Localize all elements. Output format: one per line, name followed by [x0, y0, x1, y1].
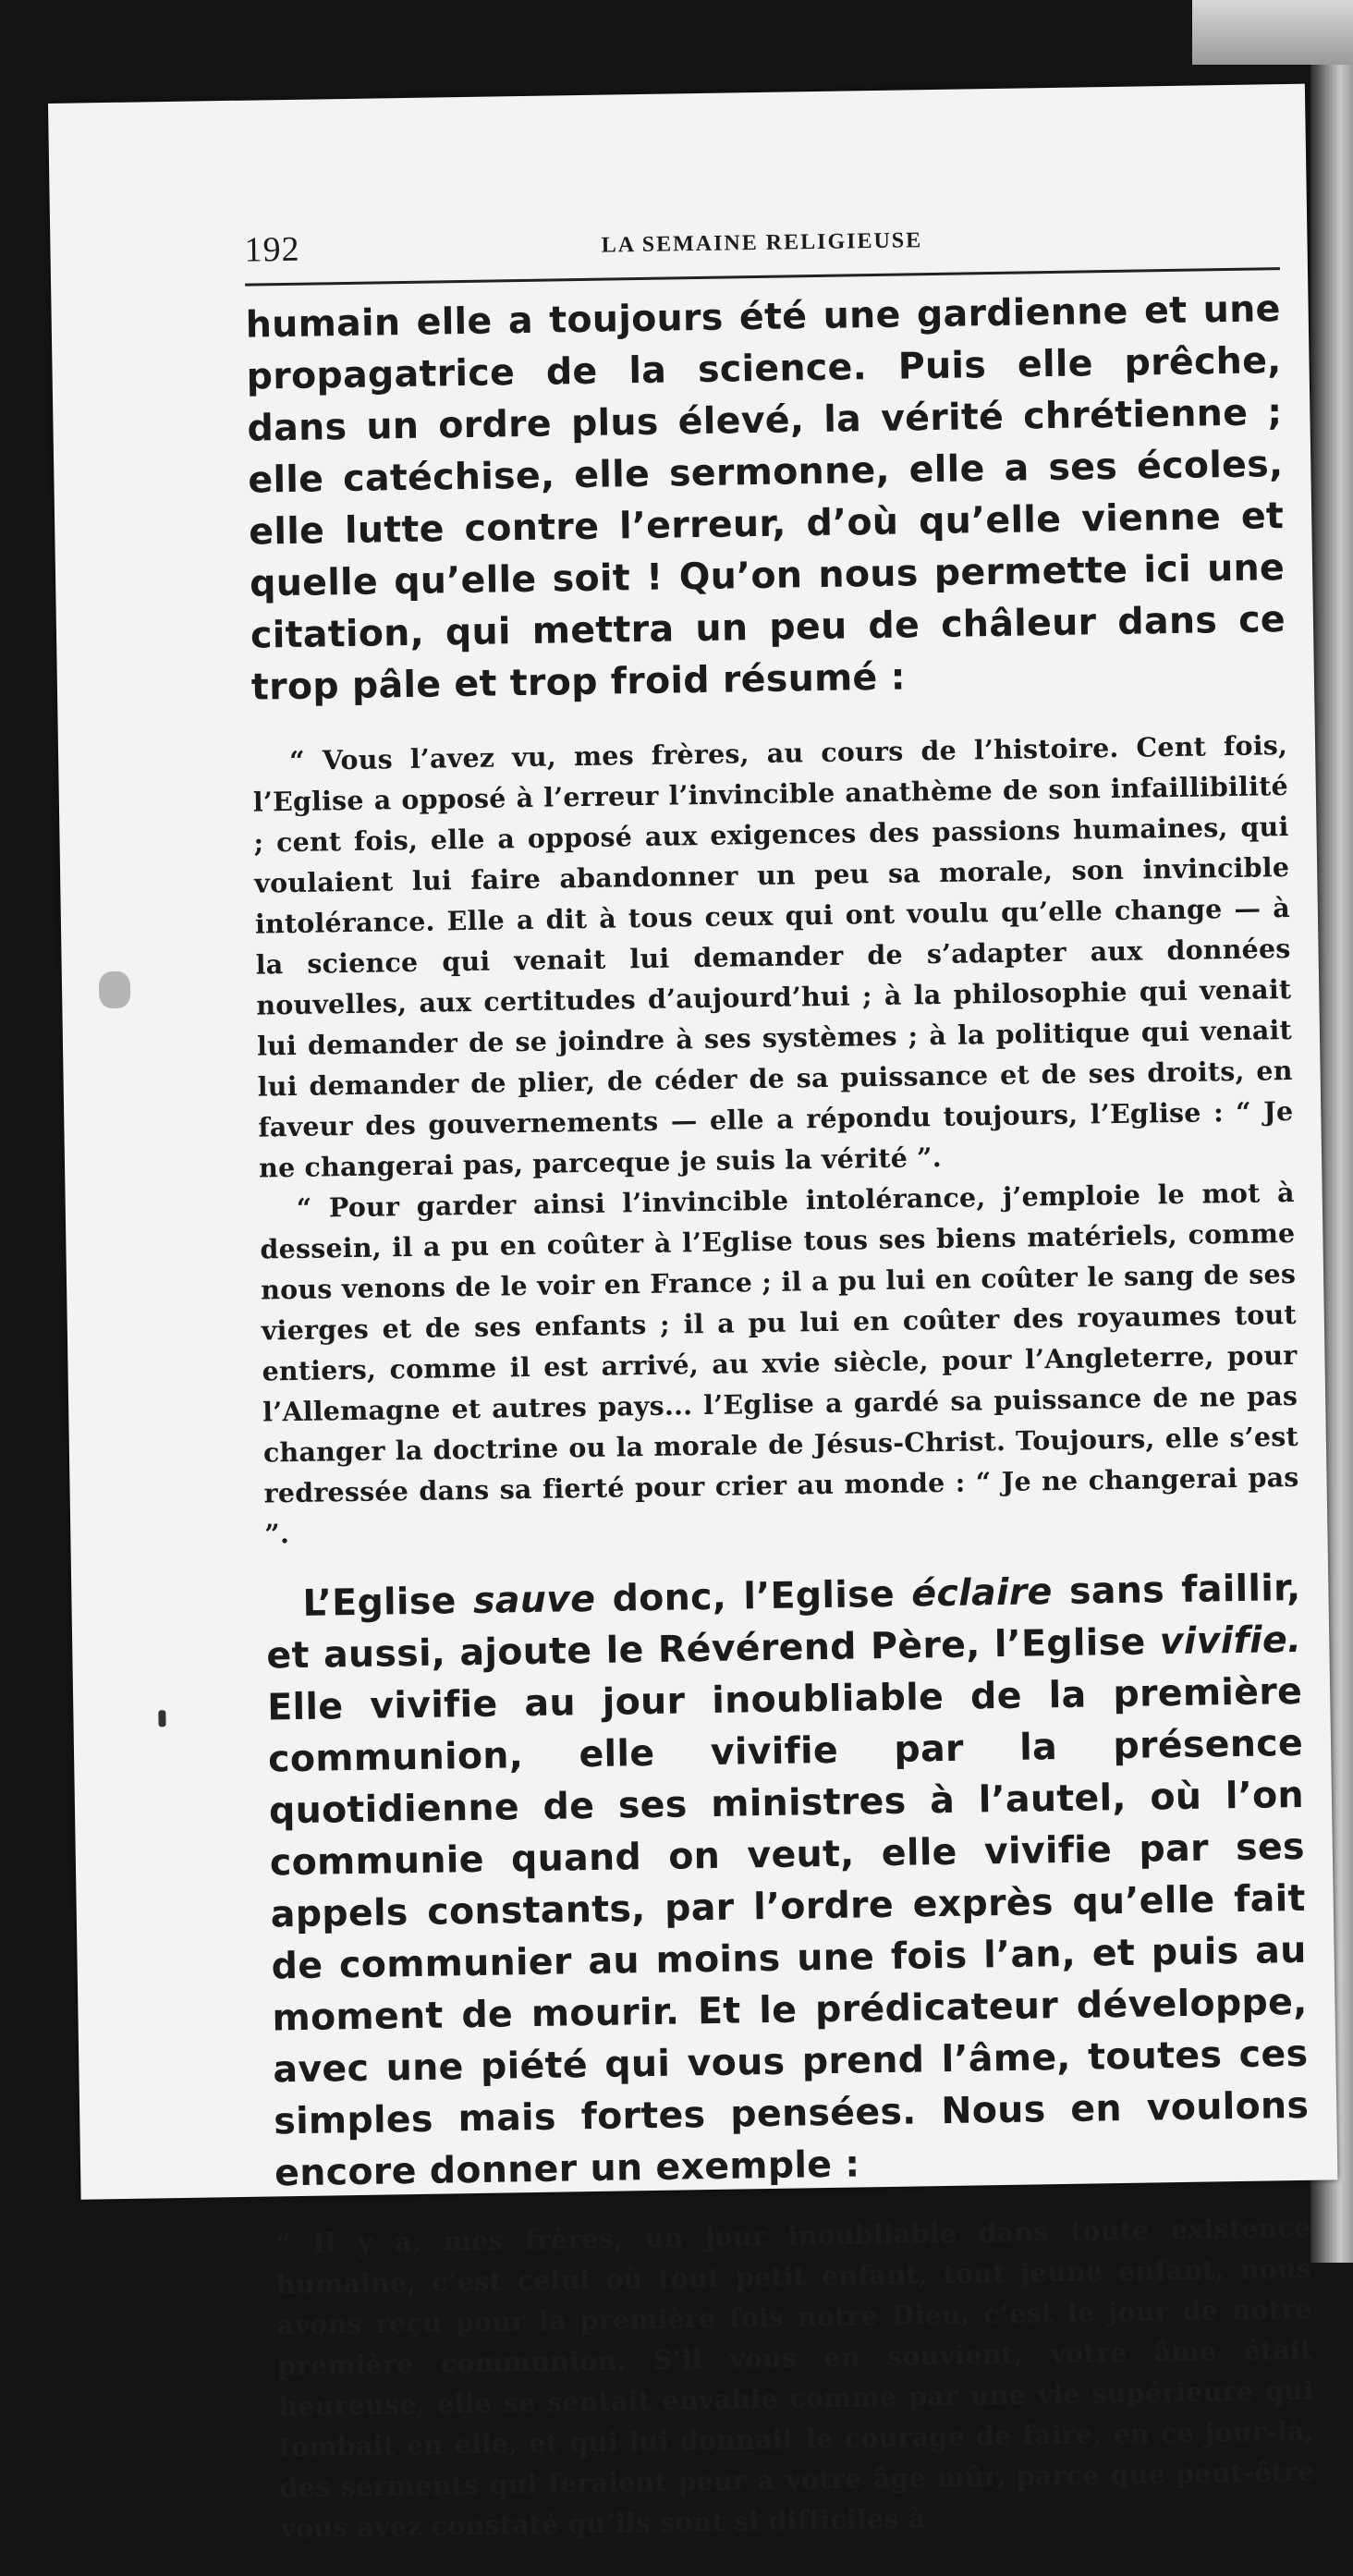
ink-mark: [158, 1710, 165, 1727]
running-title: LA SEMAINE RELIGIEUSE: [601, 228, 923, 258]
paragraph-vivifie: [265, 1562, 1310, 2200]
quotation-block-2: [275, 2207, 1315, 2549]
emphasis-eclaire: éclaire: [910, 1570, 1054, 1616]
book-page: [48, 84, 1337, 2545]
text-run: donc, l’Eglise: [594, 1572, 912, 1620]
running-head: [244, 214, 1280, 278]
emphasis-vivifie: vivifie.: [1159, 1618, 1302, 1664]
quotation-paragraph: “ Vous l’avez vu, mes frères, au cours de l’histoire. Cent fois, l’Eglise a opposé à l’erreur l’invincible anathème de son infaillibilité ; cent fois, elle a opposé aux exigences des passions humaines, qui voulaient lui faire abandonner un peu sa morale, son invincible intolérance. Elle a dit à tous ceux qui ont voulu qu’elle change — à la science qui venait lui demander de s’adapter aux données nouvelles, aux certitudes d’aujourd’hui ; à la philosophie qui venait lui demander de se joindre à ses systèmes ; à la politique qui venait lui demander de plier, de céder de sa puissance et de ses droits, en faveur des gouvernements — elle a répondu toujours, l’Eglise : “ Je ne changerai pas, parceque je suis la vérité ”.: [252, 729, 1294, 1184]
text-run: Elle vivifie au jour inoubliable de la première communion, elle vivifie par la présence quotidienne de ses ministres à l’autel, où l’on communie quand on veut, elle vivifie par ses appels constants, par l’ordre exprès qu’elle fait de communier au moins une fois l’an, et puis au moment de mourir. Et le prédicateur développe, avec une piété qui vous prend l’âme, toutes ces simples mais fortes pensées. Nous en voulons encore donner un exemple :: [266, 1669, 1310, 2195]
quotation-paragraph: “ Il y a, mes frères, un jour inoubliable dans toute existence humaine, c’est celui où tout petit enfant, tout jeune enfant, nous avons reçu pour la première fois notre Dieu, c’est le jour de notre première communion. S’il vous en souvient, votre âme était heureuse, elle se sentait envahie comme par une vie supérieure qui tombait en elle, et qui lui donnait le courage de faire, en ce jour-là, des serments qui feraient peur à votre âge mûr, parce que peut-être vous avez constaté qu’ils sont si difficiles à: [275, 2211, 1315, 2545]
text-run: L’Eglise: [302, 1579, 474, 1625]
scan-margin-top-right: [1192, 0, 1353, 65]
quotation-paragraph: “ Pour garder ainsi l’invincible intolérance, j’emploie le mot à dessein, il a pu en coûter à l’Eglise tous ses biens matériels, comme nous venons de le voir en France ; il a pu lui en coûter le sang de ses vierges et de ses enfants ; il a pu lui en coûter des royaumes tout entiers, comme il est arrivé, au xvie siècle, pour l’Angleterre, pour l’Allemagne et autres pays... l’Eglise a gardé sa puissance de ne pas changer la doctrine ou la morale de Jésus-Christ. Toujours, elle s’est redressée dans sa fierté pour crier au monde : “ Je ne changerai pas ”.: [260, 1176, 1299, 1550]
page-content: [244, 214, 1316, 2572]
emphasis-sauve: sauve: [472, 1577, 596, 1622]
quotation-block-1: [252, 725, 1300, 1554]
ink-blot: [99, 971, 131, 1009]
page-number: 192: [244, 229, 300, 270]
paragraph-continuation: humain elle a toujours été une gardienne et une propagatrice de la science. Puis elle prêche, dans un ordre plus élevé, la vérité chrétienne ; elle catéchise, elle sermonne, elle a ses écoles, elle lutte contre l’erreur, d’où qu’elle vienne et quelle qu’elle soit ! Qu’on nous permette ici une citation, qui mettra un peu de châleur dans ce trop pâle et trop froid résumé :: [245, 287, 1286, 709]
text-run: sans faillir, et aussi, ajoute le Révérend Père, l’Eglise: [266, 1566, 1301, 1678]
